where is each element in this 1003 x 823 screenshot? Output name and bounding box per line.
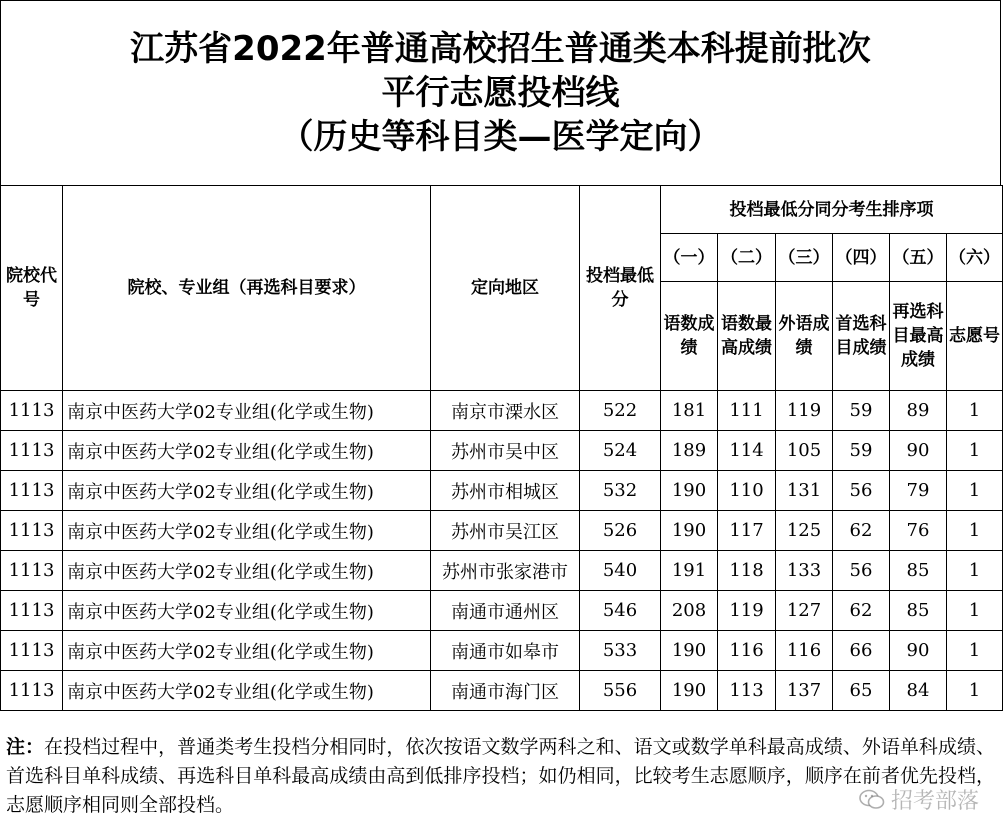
header-rank-item-1: 语数成绩 bbox=[661, 282, 718, 391]
cell-rank-5: 89 bbox=[890, 391, 947, 431]
cell-rank-4: 56 bbox=[833, 471, 890, 511]
cell-rank-1: 189 bbox=[661, 431, 718, 471]
header-rank-item-2: 语数最高成绩 bbox=[718, 282, 776, 391]
cell-code: 1113 bbox=[1, 591, 63, 631]
cell-group: 南京中医药大学02专业组(化学或生物) bbox=[63, 591, 431, 631]
cell-rank-4: 62 bbox=[833, 591, 890, 631]
cell-min-score: 540 bbox=[580, 551, 661, 591]
cell-rank-6: 1 bbox=[947, 511, 1003, 551]
score-table bbox=[0, 185, 1003, 711]
cell-rank-4: 65 bbox=[833, 671, 890, 711]
table-row bbox=[1, 671, 1003, 711]
cell-rank-3: 127 bbox=[776, 591, 833, 631]
header-min-score: 投档最低分 bbox=[580, 186, 661, 391]
header-region: 定向地区 bbox=[431, 186, 580, 391]
header-group: 院校、专业组（再选科目要求） bbox=[63, 186, 431, 391]
header-rank-4: （四） bbox=[833, 234, 890, 282]
cell-region: 苏州市吴中区 bbox=[431, 431, 580, 471]
cell-rank-1: 181 bbox=[661, 391, 718, 431]
cell-region: 苏州市张家港市 bbox=[431, 551, 580, 591]
header-rank-1: （一） bbox=[661, 234, 718, 282]
table-row bbox=[1, 511, 1003, 551]
cell-rank-2: 111 bbox=[718, 391, 776, 431]
watermark-text: 招考部落 bbox=[890, 789, 979, 814]
cell-rank-3: 131 bbox=[776, 471, 833, 511]
cell-min-score: 556 bbox=[580, 671, 661, 711]
cell-region: 南通市通州区 bbox=[431, 591, 580, 631]
cell-group: 南京中医药大学02专业组(化学或生物) bbox=[63, 511, 431, 551]
cell-group: 南京中医药大学02专业组(化学或生物) bbox=[63, 431, 431, 471]
cell-region: 南通市如皋市 bbox=[431, 631, 580, 671]
header-rank-item-4: 首选科目成绩 bbox=[833, 282, 890, 391]
cell-rank-5: 90 bbox=[890, 631, 947, 671]
cell-rank-4: 59 bbox=[833, 431, 890, 471]
cell-rank-3: 125 bbox=[776, 511, 833, 551]
cell-rank-1: 190 bbox=[661, 471, 718, 511]
title-line-1: 江苏省2022年普通高校招生普通类本科提前批次 bbox=[130, 29, 871, 69]
cell-rank-6: 1 bbox=[947, 671, 1003, 711]
table-row bbox=[1, 591, 1003, 631]
cell-code: 1113 bbox=[1, 471, 63, 511]
header-rank-2: （二） bbox=[718, 234, 776, 282]
header-rank-6: （六） bbox=[947, 234, 1003, 282]
cell-rank-1: 191 bbox=[661, 551, 718, 591]
cell-min-score: 524 bbox=[580, 431, 661, 471]
cell-rank-2: 110 bbox=[718, 471, 776, 511]
table-row bbox=[1, 551, 1003, 591]
cell-rank-2: 113 bbox=[718, 671, 776, 711]
cell-region: 南通市海门区 bbox=[431, 671, 580, 711]
table-row bbox=[1, 431, 1003, 471]
cell-group: 南京中医药大学02专业组(化学或生物) bbox=[63, 671, 431, 711]
cell-rank-5: 84 bbox=[890, 671, 947, 711]
header-rank-3: （三） bbox=[776, 234, 833, 282]
wechat-icon bbox=[859, 789, 885, 811]
cell-group: 南京中医药大学02专业组(化学或生物) bbox=[63, 631, 431, 671]
cell-rank-1: 208 bbox=[661, 591, 718, 631]
header-tiebreak: 投档最低分同分考生排序项 bbox=[661, 186, 1003, 234]
cell-rank-5: 79 bbox=[890, 471, 947, 511]
cell-rank-3: 105 bbox=[776, 431, 833, 471]
table-row bbox=[1, 631, 1003, 671]
cell-region: 苏州市相城区 bbox=[431, 471, 580, 511]
footnote-text: 在投档过程中，普通类考生投档分相同时，依次按语文数学两科之和、语文或数学单科最高成绩、外语单科成绩、首选科目单科成绩、再选科目单科最高成绩由高到低排序投档；如仍相同，比较考生志愿顺序，顺序在前者优先投档，志愿顺序相同则全部投档。 bbox=[6, 736, 995, 816]
cell-min-score: 546 bbox=[580, 591, 661, 631]
cell-rank-1: 190 bbox=[661, 511, 718, 551]
cell-rank-3: 133 bbox=[776, 551, 833, 591]
cell-code: 1113 bbox=[1, 431, 63, 471]
cell-rank-2: 116 bbox=[718, 631, 776, 671]
cell-group: 南京中医药大学02专业组(化学或生物) bbox=[63, 471, 431, 511]
cell-group: 南京中医药大学02专业组(化学或生物) bbox=[63, 551, 431, 591]
cell-code: 1113 bbox=[1, 391, 63, 431]
cell-rank-1: 190 bbox=[661, 671, 718, 711]
footnote-lead: 注： bbox=[6, 736, 45, 758]
cell-rank-2: 119 bbox=[718, 591, 776, 631]
cell-rank-2: 118 bbox=[718, 551, 776, 591]
cell-rank-5: 85 bbox=[890, 551, 947, 591]
cell-rank-3: 119 bbox=[776, 391, 833, 431]
cell-code: 1113 bbox=[1, 631, 63, 671]
cell-code: 1113 bbox=[1, 551, 63, 591]
cell-group: 南京中医药大学02专业组(化学或生物) bbox=[63, 391, 431, 431]
cell-rank-1: 190 bbox=[661, 631, 718, 671]
cell-code: 1113 bbox=[1, 511, 63, 551]
cell-rank-3: 137 bbox=[776, 671, 833, 711]
cell-rank-2: 114 bbox=[718, 431, 776, 471]
watermark bbox=[859, 784, 979, 815]
cell-min-score: 532 bbox=[580, 471, 661, 511]
cell-rank-6: 1 bbox=[947, 591, 1003, 631]
header-rank-item-6: 志愿号 bbox=[947, 282, 1003, 391]
cell-rank-4: 66 bbox=[833, 631, 890, 671]
header-rank-item-3: 外语成绩 bbox=[776, 282, 833, 391]
cell-rank-2: 117 bbox=[718, 511, 776, 551]
cell-rank-6: 1 bbox=[947, 471, 1003, 511]
cell-rank-6: 1 bbox=[947, 551, 1003, 591]
cell-rank-6: 1 bbox=[947, 431, 1003, 471]
table-row bbox=[1, 391, 1003, 431]
cell-rank-5: 90 bbox=[890, 431, 947, 471]
cell-rank-5: 76 bbox=[890, 511, 947, 551]
header-rank-5: （五） bbox=[890, 234, 947, 282]
page-title bbox=[0, 0, 1001, 185]
footnote bbox=[0, 727, 1001, 823]
title-line-3: （历史等科目类—医学定向） bbox=[279, 117, 722, 157]
cell-region: 南京市溧水区 bbox=[431, 391, 580, 431]
cell-min-score: 533 bbox=[580, 631, 661, 671]
cell-region: 苏州市吴江区 bbox=[431, 511, 580, 551]
cell-rank-4: 59 bbox=[833, 391, 890, 431]
cell-rank-4: 56 bbox=[833, 551, 890, 591]
header-rank-item-5: 再选科目最高成绩 bbox=[890, 282, 947, 391]
cell-min-score: 526 bbox=[580, 511, 661, 551]
title-line-2: 平行志愿投档线 bbox=[381, 73, 620, 113]
cell-code: 1113 bbox=[1, 671, 63, 711]
cell-rank-6: 1 bbox=[947, 391, 1003, 431]
cell-rank-4: 62 bbox=[833, 511, 890, 551]
cell-rank-6: 1 bbox=[947, 631, 1003, 671]
table-row bbox=[1, 471, 1003, 511]
cell-rank-3: 116 bbox=[776, 631, 833, 671]
cell-min-score: 522 bbox=[580, 391, 661, 431]
cell-rank-5: 85 bbox=[890, 591, 947, 631]
header-code: 院校代号 bbox=[1, 186, 63, 391]
